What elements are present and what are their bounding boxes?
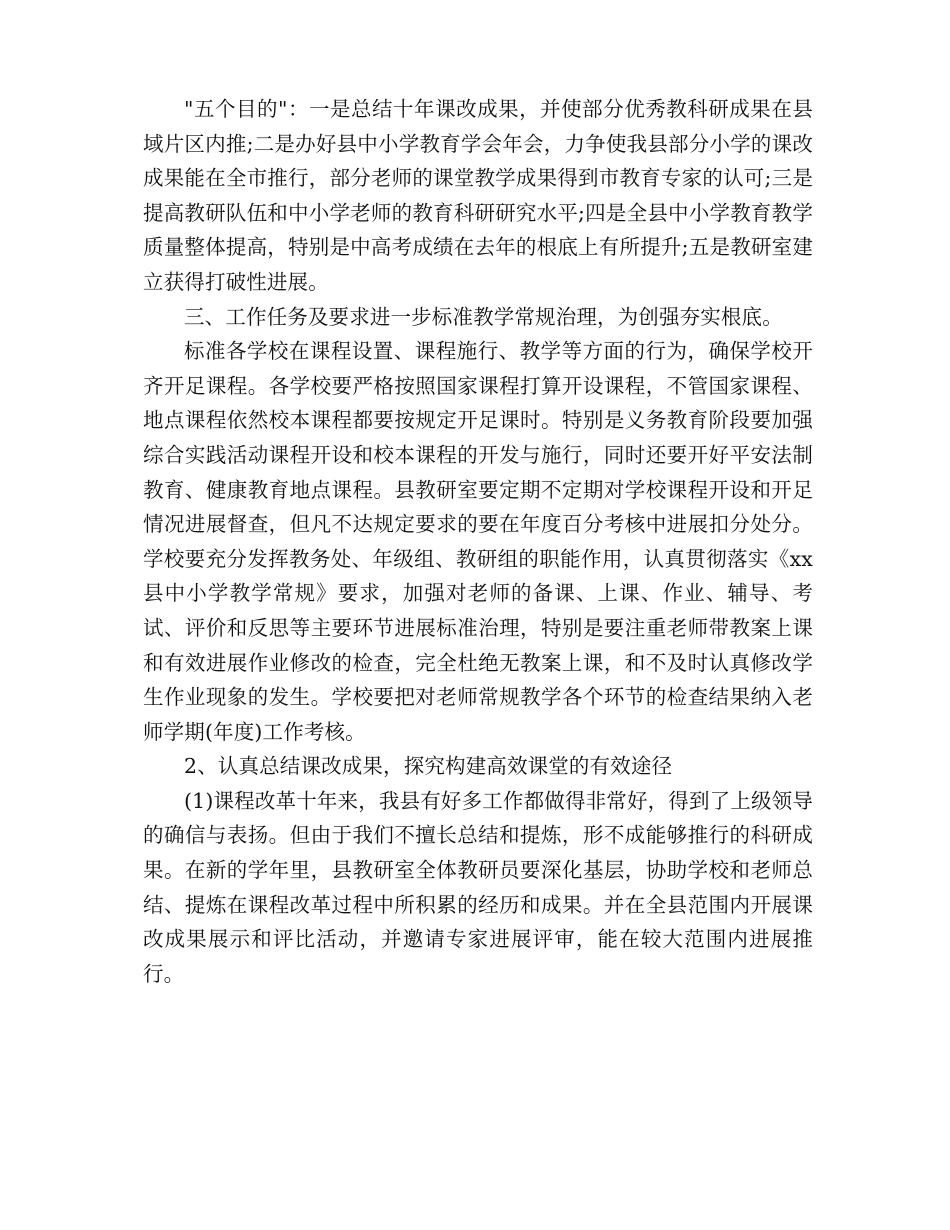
paragraph-section-three-heading: 三、工作任务及要求进一步标准教学常规治理，为创强夯实根底。 bbox=[184, 304, 783, 329]
paragraph-item-one-reform: (1)课程改革十年来，我县有好多工作都做得非常好，得到了上级领导的确信与表扬。但由于我们不擅长总结和提炼，形不成能够推行的科研成果。在新的学年里，县教研室全体教研员要深化基层，协助学校和老师总结、提炼在课程改革过程中所积累的经历和成果。并在全县范围内开展课改成果展示和评比活动，并邀请专家进展评审，能在较大范围内进展推行。 bbox=[143, 788, 813, 986]
paragraph-item-two-heading: 2、认真总结课改成果，探究构建高效课堂的有效途径 bbox=[184, 754, 673, 779]
paragraph-five-goals: "五个目的"：一是总结十年课改成果，并使部分优秀教科研成果在县域片区内推;二是办好县中小学教育学会年会，力争使我县部分小学的课改成果能在全市推行，部分老师的课堂教学成果得到市教育专家的认可;三是提高教研队伍和中小学老师的教育科研研究水平;四是全县中小学教育教学质量整体提高，特别是中高考成绩在去年的根底上有所提升;五是教研室建立获得打破性进展。 bbox=[143, 97, 813, 294]
document-body bbox=[143, 92, 813, 991]
paragraph-curriculum-standards: 标准各学校在课程设置、课程施行、教学等方面的行为，确保学校开齐开足课程。各学校要严格按照国家课程打算开设课程，不管国家课程、地点课程依然校本课程都要按规定开足课时。特别是义务教育阶段要加强综合实践活动课程开设和校本课程的开发与施行，同时还要开好平安法制教育、健康教育地点课程。县教研室要定期不定期对学校课程开设和开足情况进展督查，但凡不达规定要求的要在年度百分考核中进展扣分处分。学校要充分发挥教务处、年级组、教研组的职能作用，认真贯彻落实《xx县中小学教学常规》要求，加强对老师的备课、上课、作业、辅导、考试、评价和反思等主要环节进展标准治理，特别是要注重老师带教案上课和有效进展作业修改的检查，完全杜绝无教案上课，和不及时认真修改学生作业现象的发生。学校要把对老师常规教学各个环节的检查结果纳入老师学期(年度)工作考核。 bbox=[143, 339, 813, 744]
